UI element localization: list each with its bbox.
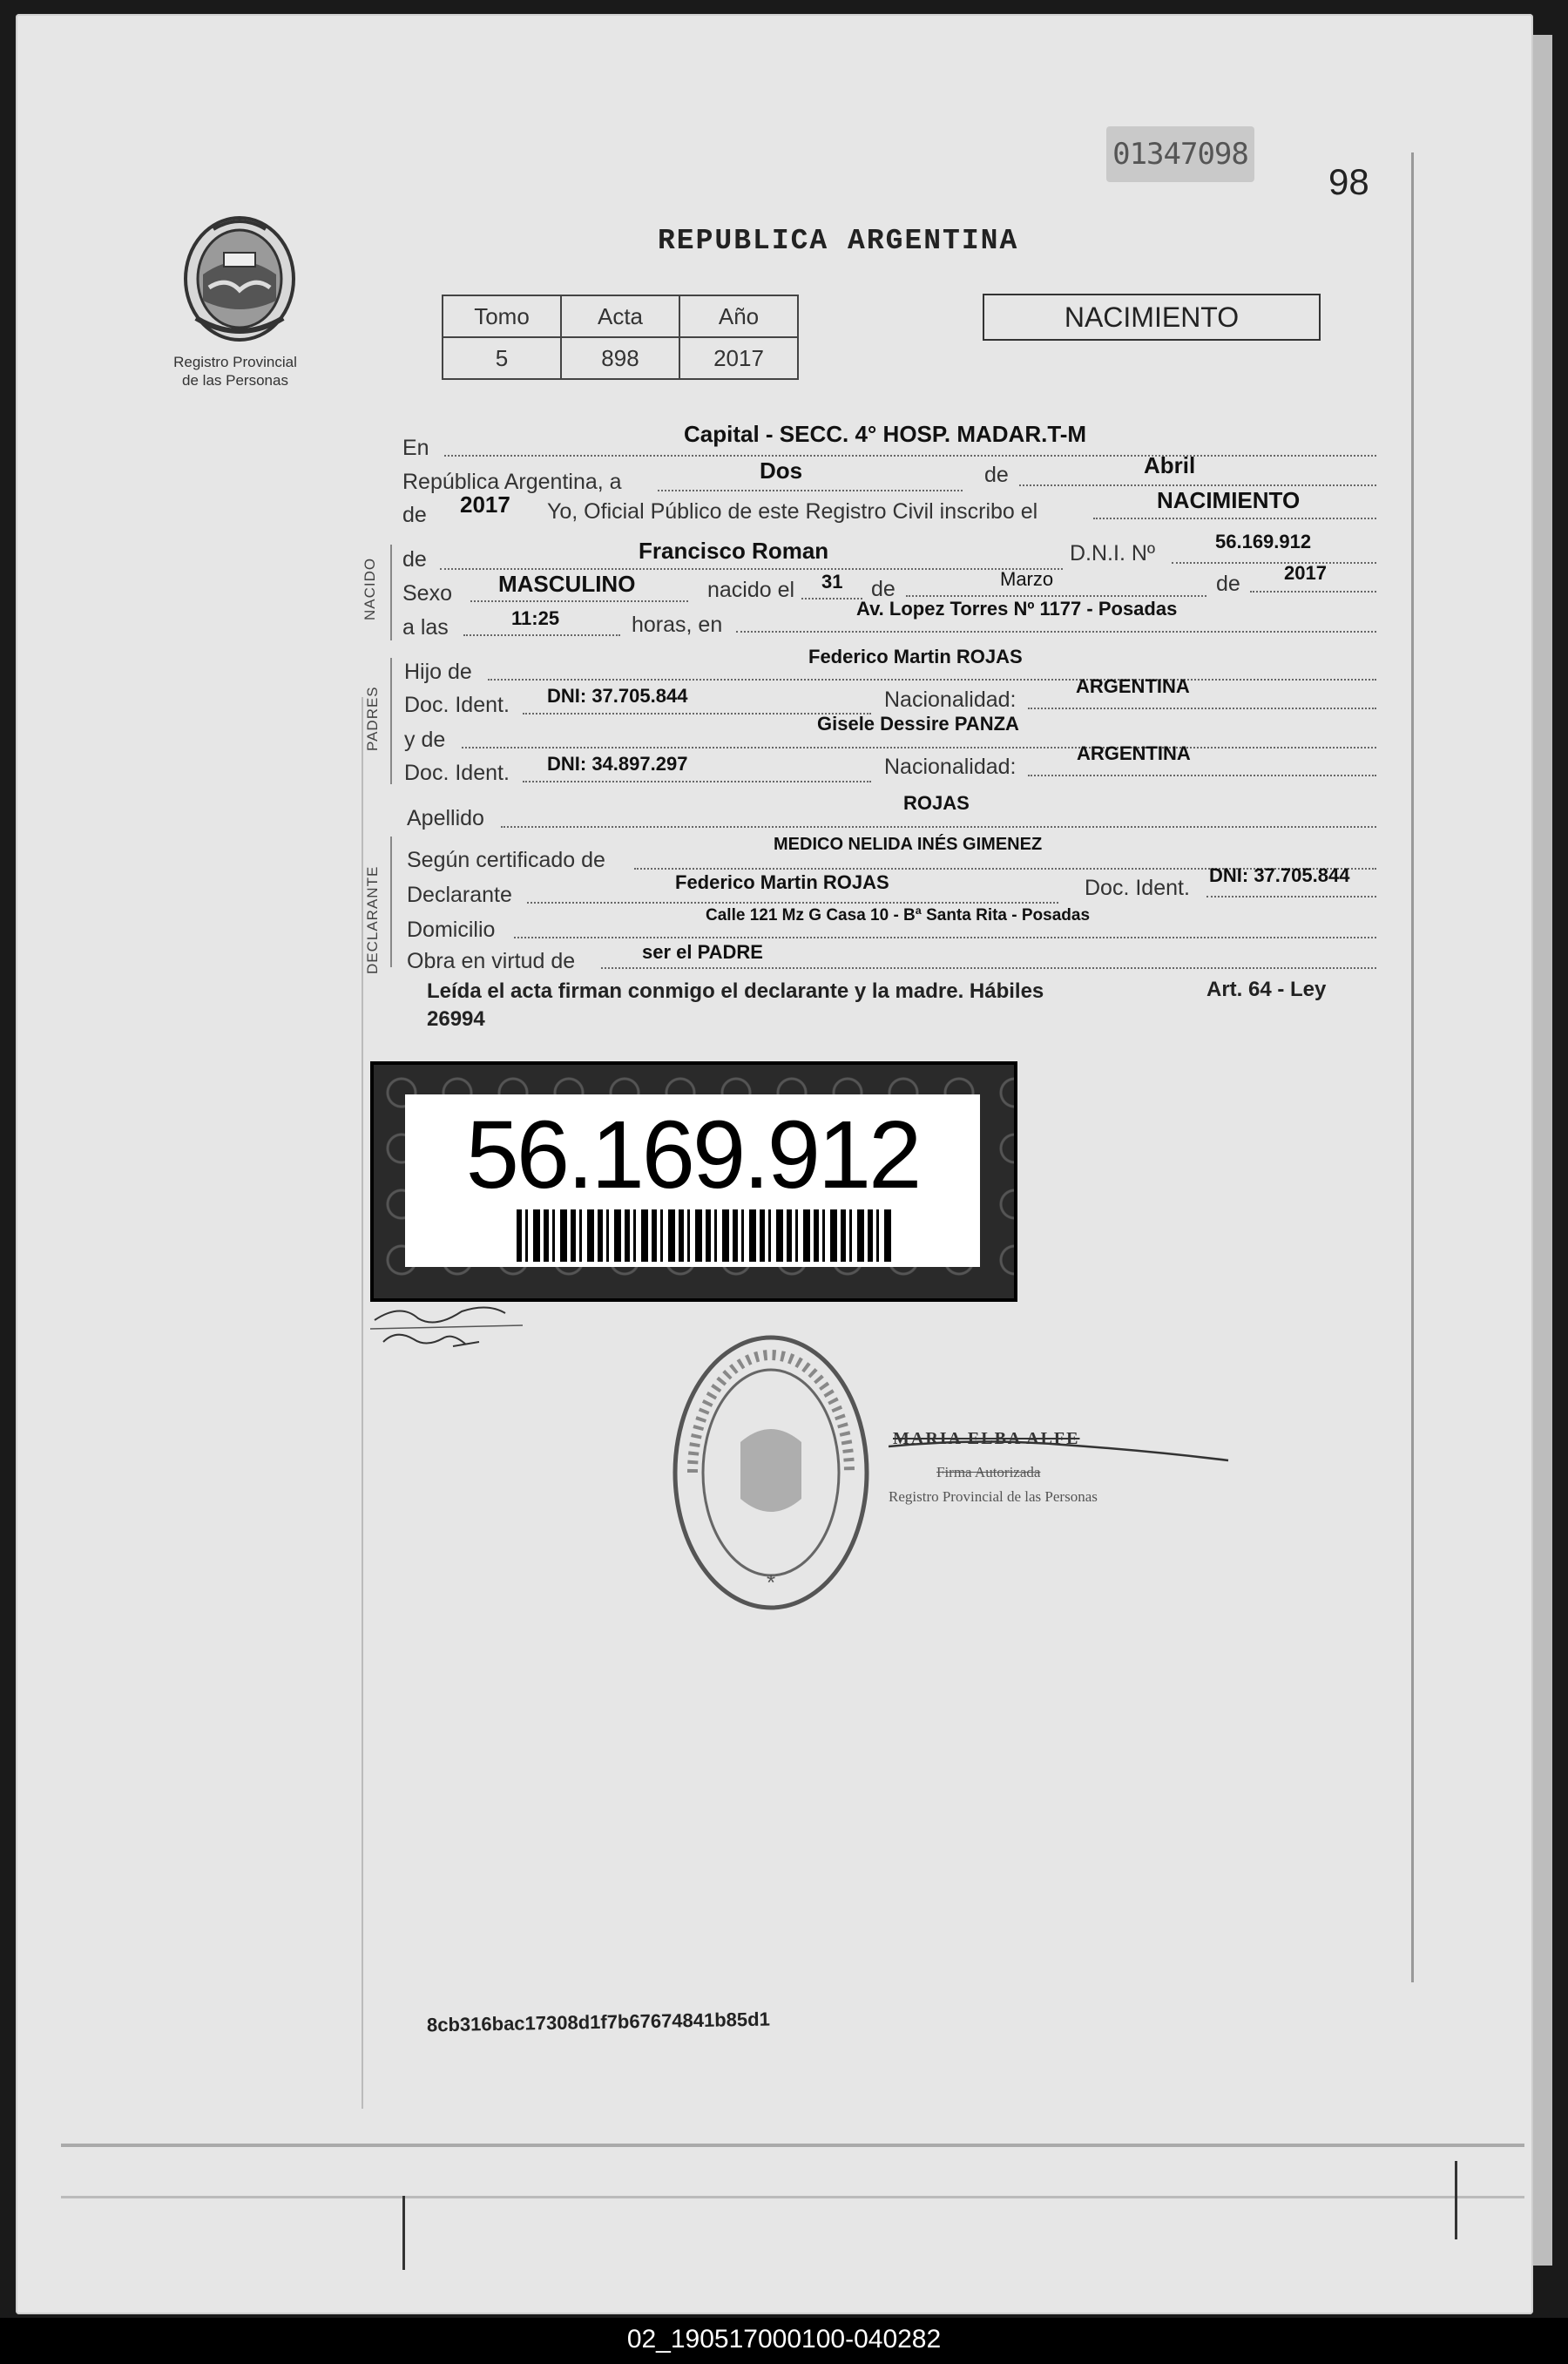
label-doc-ident2: Doc. Ident. bbox=[404, 761, 510, 785]
label-nacionalidad: Nacionalidad: bbox=[884, 688, 1017, 712]
side-label-nacido: NACIDO bbox=[362, 557, 378, 620]
field-line bbox=[1028, 775, 1376, 776]
label-de3: de bbox=[402, 547, 427, 572]
field-line bbox=[1206, 896, 1376, 898]
footer-id: 02_190517000100-040282 bbox=[626, 2325, 942, 2354]
label-de5: de bbox=[1216, 572, 1240, 596]
frame-line bbox=[362, 697, 363, 2109]
field-line bbox=[527, 902, 1058, 904]
label-segun: Según certificado de bbox=[407, 848, 605, 872]
label-domicilio: Domicilio bbox=[407, 918, 496, 942]
field-line bbox=[1093, 518, 1376, 519]
acting-as-value: ser el PADRE bbox=[642, 941, 763, 963]
month-value: Abril bbox=[1144, 452, 1196, 478]
birth-time-value: 11:25 bbox=[511, 607, 560, 629]
mother-name-value: Gisele Dessire PANZA bbox=[817, 713, 1019, 735]
label-yo: Yo, Oficial Público de este Registro Civil inscribo el bbox=[547, 499, 1038, 524]
label-de2: de bbox=[402, 503, 427, 527]
field-line bbox=[488, 679, 1376, 681]
signatory-name: MARIA ELBA ALFE bbox=[893, 1429, 1080, 1448]
field-line bbox=[1250, 591, 1376, 593]
tomo-value: 5 bbox=[443, 337, 561, 379]
record-type-box: NACIMIENTO bbox=[983, 294, 1321, 341]
label-nacionalidad2: Nacionalidad: bbox=[884, 755, 1017, 779]
signatory-office: Registro Provincial de las Personas bbox=[889, 1488, 1098, 1505]
field-line bbox=[501, 826, 1376, 828]
section-bracket bbox=[390, 837, 392, 967]
birth-day-value: 31 bbox=[821, 571, 843, 593]
barcode-label bbox=[370, 1061, 1017, 1302]
field-line bbox=[462, 747, 1376, 748]
closing-article: Art. 64 - Ley bbox=[1206, 978, 1327, 1001]
divider bbox=[61, 2196, 1524, 2198]
section-bracket bbox=[390, 658, 392, 784]
handwritten-signature-icon bbox=[366, 1294, 540, 1364]
birth-year-value: 2017 bbox=[1284, 562, 1327, 584]
father-nationality-value: ARGENTINA bbox=[1076, 675, 1190, 697]
field-line bbox=[514, 937, 1376, 938]
label-declarante: Declarante bbox=[407, 883, 512, 907]
registry-table bbox=[442, 295, 799, 380]
document-hash: 8cb316bac17308d1f7b67674841b85d1 bbox=[426, 2008, 771, 2036]
field-line bbox=[463, 634, 620, 636]
act-type-value: NACIMIENTO bbox=[1157, 487, 1301, 513]
field-line bbox=[1028, 708, 1376, 709]
label-horas: horas, en bbox=[632, 613, 723, 637]
field-line bbox=[470, 600, 688, 602]
svg-text:*: * bbox=[766, 1569, 776, 1595]
ano-value: 2017 bbox=[679, 337, 798, 379]
field-line bbox=[801, 598, 862, 599]
label-doc-ident3: Doc. Ident. bbox=[1085, 876, 1190, 900]
label-a-las: a las bbox=[402, 615, 449, 640]
label-republica: República Argentina, a bbox=[402, 470, 622, 494]
frame-line bbox=[1411, 152, 1414, 1982]
registry-caption: Registro Provincial de las Personas bbox=[173, 354, 297, 389]
year-value: 2017 bbox=[460, 491, 510, 518]
birth-place-value: Av. Lopez Torres Nº 1177 - Posadas bbox=[856, 598, 1178, 620]
declarant-doc-value: DNI: 37.705.844 bbox=[1209, 864, 1350, 886]
country-title: REPUBLICA ARGENTINA bbox=[658, 225, 1019, 257]
side-label-declarante: DECLARANTE bbox=[364, 865, 381, 974]
field-line bbox=[601, 967, 1376, 969]
page-number: 98 bbox=[1328, 161, 1369, 202]
label-y-de: y de bbox=[404, 728, 446, 752]
signatory-role: Firma Autorizada bbox=[936, 1464, 1041, 1480]
table-header-tomo: Tomo bbox=[443, 295, 561, 337]
page-edge bbox=[1533, 35, 1552, 2266]
closing-statement: Leída el acta firman conmigo el declarante y la madre. Hábiles 26994 bbox=[427, 979, 1044, 1031]
label-doc-ident: Doc. Ident. bbox=[404, 693, 510, 717]
label-dni: D.N.I. Nº bbox=[1070, 541, 1156, 566]
field-line bbox=[906, 595, 1206, 597]
field-line bbox=[1019, 484, 1376, 486]
divider bbox=[402, 2196, 405, 2270]
label-apellido: Apellido bbox=[407, 806, 484, 830]
label-sexo: Sexo bbox=[402, 581, 452, 606]
father-doc-value: DNI: 37.705.844 bbox=[547, 685, 688, 707]
field-line bbox=[440, 568, 1063, 570]
certificate-by-value: MEDICO NELIDA INÉS GIMENEZ bbox=[774, 835, 1043, 854]
mother-doc-value: DNI: 34.897.297 bbox=[547, 753, 688, 775]
label-nacido: nacido el bbox=[707, 578, 795, 602]
barcode-panel bbox=[405, 1094, 980, 1267]
label-obra: Obra en virtud de bbox=[407, 949, 576, 973]
address-value: Calle 121 Mz G Casa 10 - Bª Santa Rita - Posadas bbox=[706, 906, 1091, 925]
child-name-value: Francisco Roman bbox=[639, 538, 829, 564]
field-line bbox=[736, 631, 1376, 633]
province-crest-icon bbox=[179, 213, 301, 344]
label-de4: de bbox=[871, 577, 896, 601]
field-line bbox=[444, 455, 1376, 457]
label-hijo-de: Hijo de bbox=[404, 660, 472, 684]
father-name-value: Federico Martin ROJAS bbox=[808, 646, 1023, 667]
label-en: En bbox=[402, 436, 429, 460]
divider bbox=[61, 2144, 1524, 2147]
surname-value: ROJAS bbox=[903, 792, 970, 814]
field-line bbox=[1172, 562, 1376, 564]
field-line bbox=[658, 490, 963, 491]
sex-value: MASCULINO bbox=[498, 571, 636, 597]
barcode-icon bbox=[517, 1209, 891, 1262]
side-label-padres: PADRES bbox=[364, 686, 381, 751]
place-value: Capital - SECC. 4° HOSP. MADAR.T-M bbox=[684, 421, 1087, 447]
day-words-value: Dos bbox=[760, 457, 803, 484]
control-number-stamp: 01347098 bbox=[1106, 126, 1254, 182]
table-header-acta: Acta bbox=[561, 295, 679, 337]
official-seal-icon bbox=[666, 1329, 875, 1616]
birth-month-value: Marzo bbox=[1000, 568, 1054, 590]
divider bbox=[1455, 2161, 1457, 2239]
field-line bbox=[523, 781, 871, 782]
label-de: de bbox=[984, 463, 1009, 487]
child-dni-value: 56.169.912 bbox=[1215, 531, 1312, 552]
table-header-ano: Año bbox=[679, 295, 798, 337]
barcode-number: 56.169.912 bbox=[465, 1101, 920, 1209]
mother-nationality-value: ARGENTINA bbox=[1077, 742, 1191, 764]
acta-value: 898 bbox=[561, 337, 679, 379]
section-bracket bbox=[390, 545, 392, 640]
declarant-name-value: Federico Martin ROJAS bbox=[675, 871, 889, 893]
